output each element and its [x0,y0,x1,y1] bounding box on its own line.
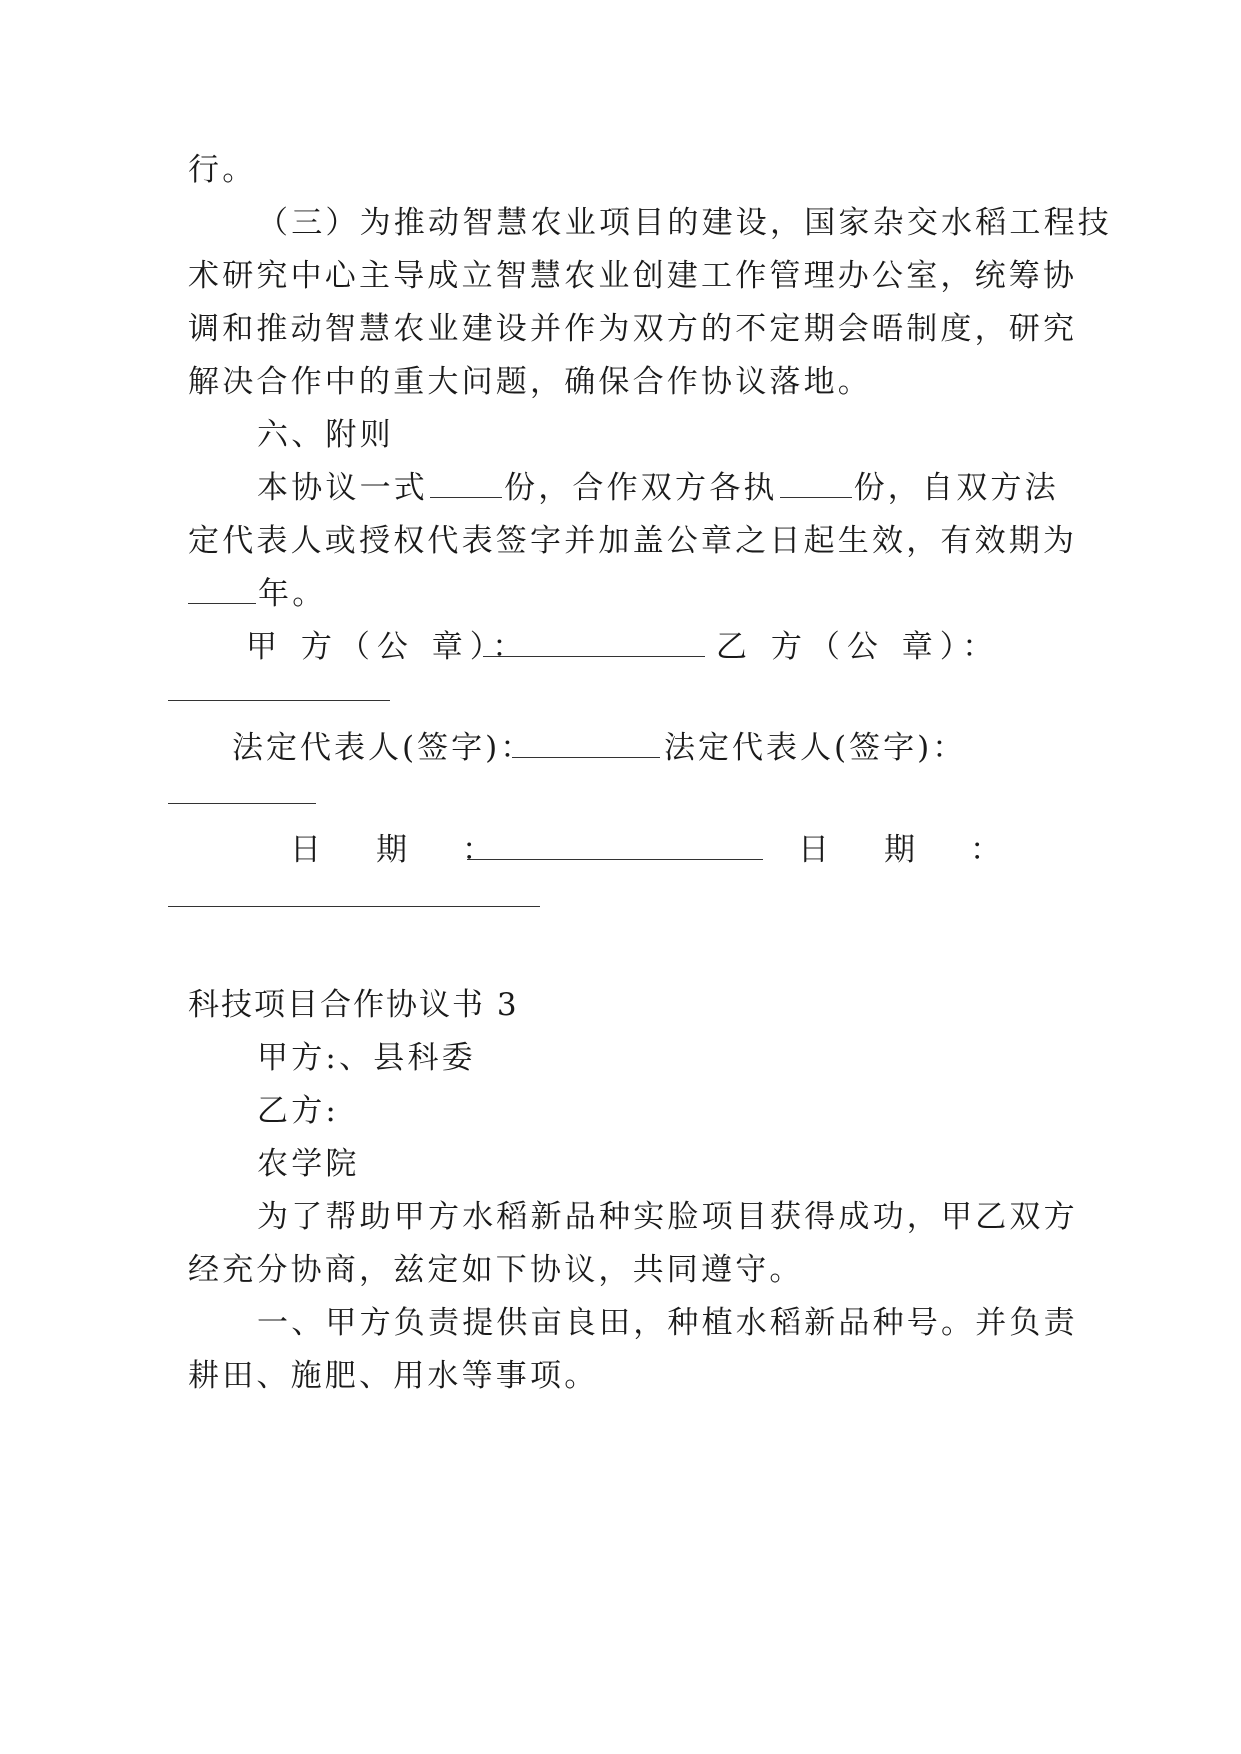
party-a-line: 甲方:、县科委 [257,1040,476,1076]
legal-rep-a-label: 法定代表人(签字)： [232,730,535,766]
section-6-heading: 六、附则 [257,417,394,453]
copies-total-blank[interactable] [430,469,502,498]
agreement-text-2: 份，合作双方各执 [504,470,778,506]
agreement-line-2: 定代表人或授权代表签字并加盖公章之日起生效，有效期为 [188,523,1078,559]
date-a-blank[interactable] [467,859,763,860]
date-b-blank[interactable] [168,906,540,907]
paragraph-3-line-2: 术研究中心主导成立智慧农业创建工作管理办公室，统筹协 [188,258,1078,294]
legal-rep-b-blank[interactable] [168,803,316,804]
paragraph-continuation: 行。 [188,152,257,188]
agreement-line-3 [188,574,1054,614]
party-b-seal-blank[interactable] [168,700,390,701]
intro-line-2: 经充分协商，兹定如下协议，共同遵守。 [188,1252,804,1288]
paragraph-3-line-1: （三）为推动智慧农业项目的建设，国家杂交水稻工程技 [257,205,1112,241]
date-a-label: 日 期 ： [290,832,505,868]
agreement-text-1: 本协议一式 [257,470,428,506]
document-3-title: 科技项目合作协议书 3 [188,987,519,1023]
date-b-label: 日 期 ： [798,832,1013,868]
party-b-line: 乙方: [257,1093,340,1129]
agreement-line-1 [257,468,1059,508]
intro-line-1: 为了帮助甲方水稻新品种实脸项目获得成功，甲乙双方 [257,1199,1078,1235]
validity-years-blank[interactable] [188,575,256,604]
paragraph-3-line-4: 解决合作中的重大问题，确保合作协议落地。 [188,364,872,400]
validity-suffix: 年。 [258,576,327,612]
party-a-seal-label: 甲 方（公 章）： [246,629,531,665]
legal-rep-b-label: 法定代表人(签字)： [664,730,967,766]
party-a-seal-blank[interactable] [483,656,705,657]
party-b-seal-label: 乙 方（公 章）： [716,629,1001,665]
clause-1-line-2: 耕田、施肥、用水等事项。 [188,1358,599,1394]
clause-1-line-1: 一、甲方负责提供亩良田，种植水稻新品种号。并负责 [257,1305,1078,1341]
copies-each-blank[interactable] [780,469,852,498]
party-b-name: 农学院 [257,1146,360,1182]
agreement-text-3: 份，自双方法 [853,470,1059,506]
legal-rep-a-blank[interactable] [512,757,660,758]
paragraph-3-line-3: 调和推动智慧农业建设并作为双方的不定期会晤制度，研究 [188,311,1078,347]
